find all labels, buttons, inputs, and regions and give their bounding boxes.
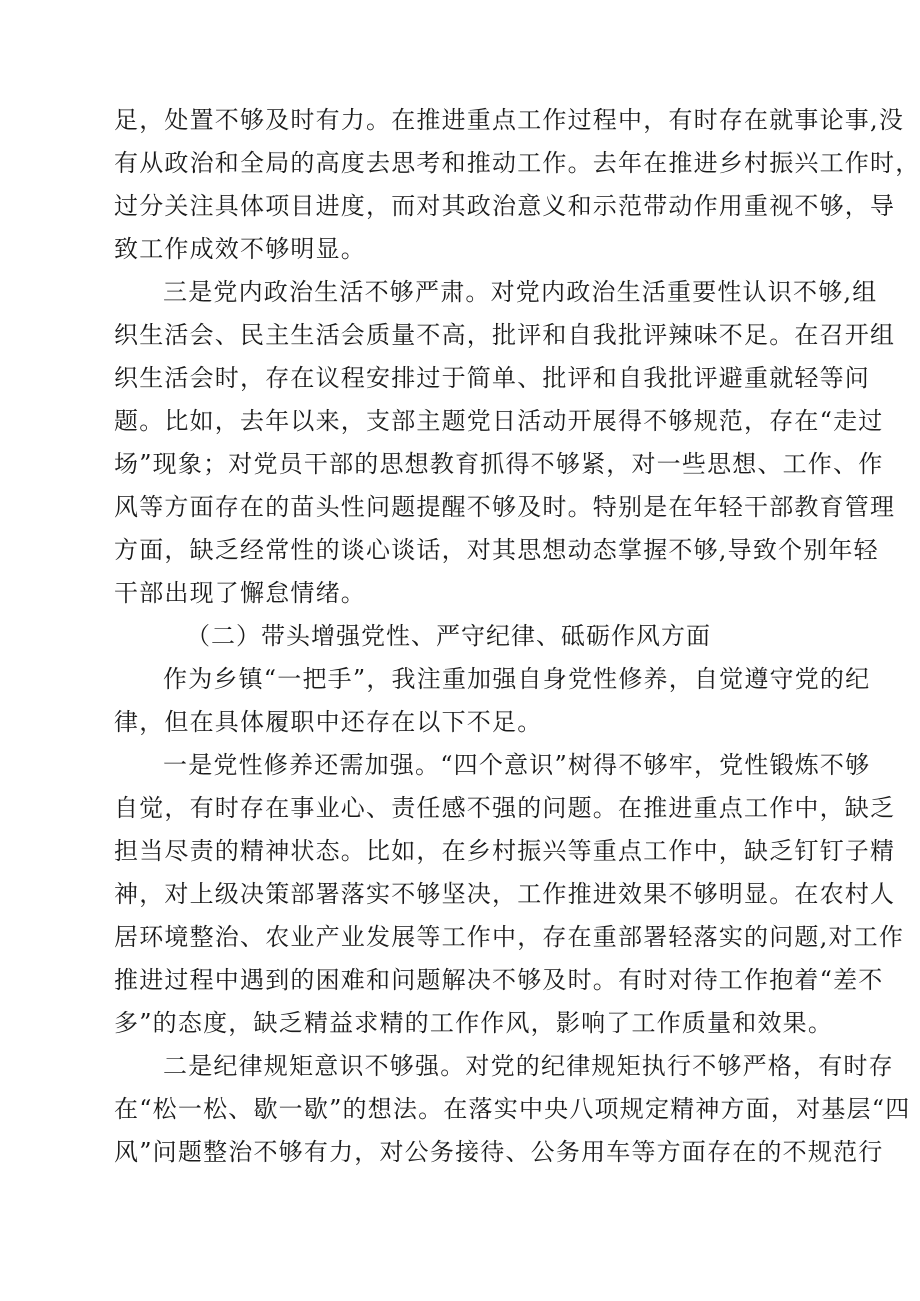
text-line: 场”现象；对党员干部的思想教育抓得不够紧，对一些思想、工作、作: [114, 450, 884, 478]
paragraph-first-line: 一是党性修养还需加强。“四个意识”树得不够牢，党性锻炼不够: [163, 751, 871, 779]
text-line: 居环境整治、农业产业发展等工作中，存在重部署轻落实的问题,对工作: [114, 923, 905, 951]
text-line: 织生活会时，存在议程安排过于简单、批评和自我批评避重就轻等问: [114, 364, 870, 392]
paragraph-first-line: 二是纪律规矩意识不够强。对党的纪律规矩执行不够严格，有时存: [163, 1052, 894, 1080]
text-line: 推进过程中遇到的困难和问题解决不够及时。有时对待工作抱着“差不: [114, 966, 884, 994]
text-line: 风”问题整治不够有力，对公务接待、公务用车等方面存在的不规范行: [114, 1138, 884, 1166]
text-line: 织生活会、民主生活会质量不高，批评和自我批评辣味不足。在召开组: [114, 321, 896, 349]
paragraph-first-line: 三是党内政治生活不够严肃。对党内政治生活重要性认识不够,组: [163, 278, 878, 306]
text-line: 过分关注具体项目进度，而对其政治意义和示范带动作用重视不够，导: [114, 192, 896, 220]
text-line: 风等方面存在的苗头性问题提醒不够及时。特别是在年轻干部教育管理: [114, 493, 896, 521]
text-line: 自觉，有时存在事业心、责任感不强的问题。在推进重点工作中，缺乏: [114, 794, 896, 822]
text-line: 足，处置不够及时有力。在推进重点工作过程中，有时存在就事论事,没: [114, 106, 905, 134]
text-line: 致工作成效不够明显。: [114, 235, 366, 263]
text-line: 干部出现了懈怠情绪。: [114, 579, 366, 607]
text-line: 方面，缺乏经常性的谈心谈话，对其思想动态掌握不够,导致个别年轻: [114, 536, 879, 564]
paragraph-first-line: 作为乡镇“一把手”，我注重加强自身党性修养，自觉遵守党的纪: [163, 665, 871, 693]
text-line: 多”的态度，缺乏精益求精的工作作风，影响了工作质量和效果。: [114, 1009, 834, 1037]
text-line: 题。比如，去年以来，支部主题党日活动开展得不够规范，存在“走过: [114, 407, 884, 435]
text-line: 在“松一松、歇一歇”的想法。在落实中央八项规定精神方面，对基层“四: [114, 1095, 911, 1123]
text-line: 律，但在具体履职中还存在以下不足。: [114, 708, 543, 736]
section-heading: （二）带头增强党性、严守纪律、砥砺作风方面: [186, 622, 711, 650]
text-line: 神，对上级决策部署落实不够坚决，工作推进效果不够明显。在农村人: [114, 880, 896, 908]
text-line: 有从政治和全局的高度去思考和推动工作。去年在推进乡村振兴工作时，: [114, 149, 920, 177]
text-line: 担当尽责的精神状态。比如，在乡村振兴等重点工作中，缺乏钉钉子精: [114, 837, 896, 865]
